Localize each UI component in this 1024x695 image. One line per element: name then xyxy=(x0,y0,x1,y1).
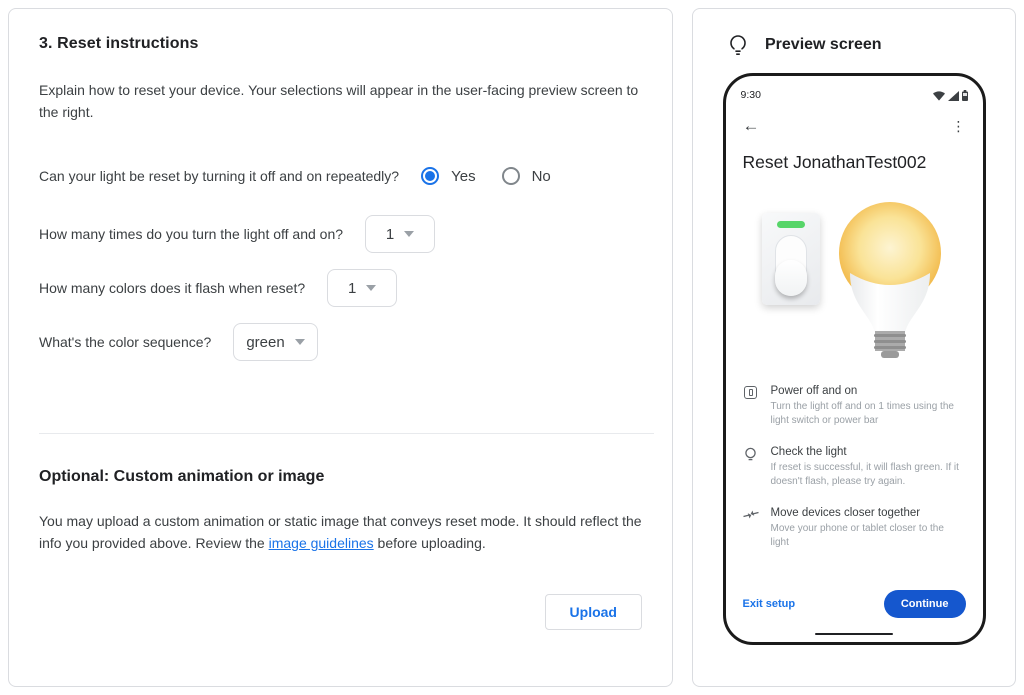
sequence-dropdown[interactable] xyxy=(233,323,317,361)
step-check-light xyxy=(743,446,966,489)
step-description: Move your phone or tablet closer to the light xyxy=(770,523,944,548)
phone-screen-title: Reset JonathanTest002 xyxy=(742,152,927,172)
section-divider xyxy=(39,433,654,434)
section-title: 3. Reset instructions xyxy=(39,35,199,52)
light-bulb-illustration xyxy=(834,201,946,361)
bulb-icon xyxy=(743,446,759,489)
wifi-icon xyxy=(933,91,945,101)
radio-yes-label: Yes xyxy=(451,167,476,185)
reset-steps-list xyxy=(741,385,968,550)
back-arrow-icon[interactable]: ← xyxy=(742,116,760,135)
continue-button[interactable]: Continue xyxy=(884,590,966,618)
phone-footer xyxy=(726,590,983,618)
step-text xyxy=(771,446,961,489)
exit-setup-button[interactable]: Exit setup xyxy=(742,598,796,610)
question-reset-repeatedly xyxy=(39,167,642,185)
description-text: before uploading. xyxy=(373,535,486,551)
question-sequence xyxy=(39,323,642,361)
step-move-closer xyxy=(743,507,966,550)
question-times xyxy=(39,215,642,253)
sequence-dropdown-value: green xyxy=(246,333,285,351)
colors-dropdown[interactable] xyxy=(327,269,397,307)
phone-nav-bar xyxy=(741,117,968,134)
question-label: What's the color sequence? xyxy=(39,334,212,350)
preview-title: Preview screen xyxy=(765,36,882,53)
section-description: Explain how to reset your device. Your selections will appear in the user-facing preview screen to the right. xyxy=(39,82,639,120)
switch-led xyxy=(777,221,805,228)
step-text xyxy=(771,507,961,550)
description-text: You may upload a custom animation or static image that conveys reset mode. It should reflect the info you provided above. Review the xyxy=(39,513,642,551)
phone-preview xyxy=(723,73,986,645)
step-text xyxy=(771,385,961,428)
status-icons xyxy=(933,90,968,101)
colors-dropdown-value: 1 xyxy=(347,279,357,297)
optional-section-title: Optional: Custom animation or image xyxy=(39,468,325,485)
optional-section-description xyxy=(39,510,642,554)
phone-status-bar xyxy=(741,89,968,101)
chevron-down-icon xyxy=(404,231,414,237)
question-label: How many colors does it flash when reset? xyxy=(39,280,306,296)
move-closer-icon xyxy=(743,507,759,550)
status-time: 9:30 xyxy=(740,89,761,101)
reset-repeat-radio-group xyxy=(421,167,577,185)
question-label: How many times do you turn the light off and on? xyxy=(39,226,344,242)
chevron-down-icon xyxy=(295,339,305,345)
question-label: Can your light be reset by turning it off and on repeatedly? xyxy=(39,168,400,184)
preview-header xyxy=(721,33,987,57)
question-colors xyxy=(39,269,642,307)
radio-option-yes[interactable] xyxy=(421,167,475,185)
switch-track xyxy=(775,235,807,295)
upload-row xyxy=(39,594,642,630)
chevron-down-icon xyxy=(366,285,376,291)
step-description: If reset is successful, it will flash green. If it doesn't flash, please try again. xyxy=(770,462,959,487)
upload-button[interactable]: Upload xyxy=(545,594,642,630)
step-title: Power off and on xyxy=(770,385,858,397)
preview-card xyxy=(692,8,1016,687)
kebab-menu-icon[interactable]: ⋮ xyxy=(951,117,966,134)
step-title: Move devices closer together xyxy=(770,507,921,519)
home-indicator[interactable] xyxy=(815,633,893,636)
battery-icon xyxy=(962,90,968,101)
times-dropdown-value: 1 xyxy=(385,225,395,243)
light-switch-illustration xyxy=(762,213,820,305)
reset-illustration xyxy=(741,201,968,361)
times-dropdown[interactable] xyxy=(365,215,435,253)
image-guidelines-link[interactable]: image guidelines xyxy=(268,535,374,551)
step-description: Turn the light off and on 1 times using the light switch or power bar xyxy=(770,401,954,426)
reset-instructions-card xyxy=(8,8,673,687)
step-title: Check the light xyxy=(770,446,847,458)
radio-no-label: No xyxy=(531,167,551,185)
light-switch-icon xyxy=(743,385,759,428)
lightbulb-icon xyxy=(727,33,749,57)
step-power-off-on xyxy=(743,385,966,428)
switch-knob xyxy=(775,260,807,296)
radio-no-circle[interactable] xyxy=(502,167,520,185)
radio-yes-circle[interactable] xyxy=(421,167,439,185)
radio-option-no[interactable] xyxy=(502,167,551,185)
signal-icon xyxy=(948,91,959,101)
